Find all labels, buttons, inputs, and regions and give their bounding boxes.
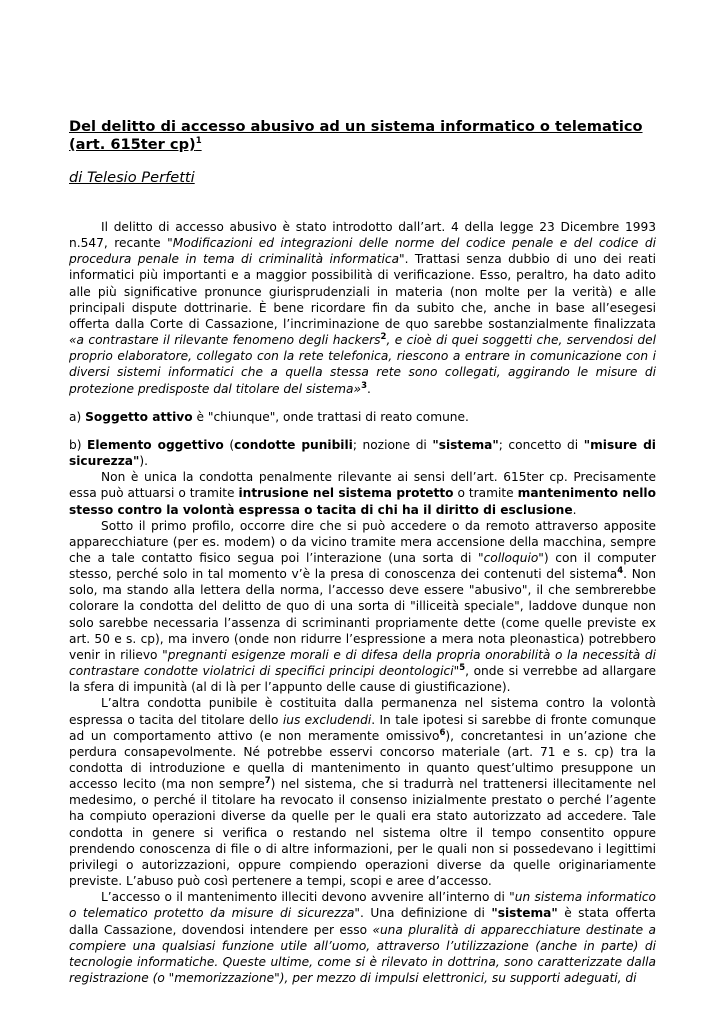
text-run: ; nozione di	[352, 437, 433, 452]
text-run: Sotto il primo profilo, occorre dire che si può accedere o da remoto attraverso apposite apparecchiature (per es. modem) o da vicino tramite mera accensione della macchina, sempre che a tale contatto fisico segua poi l’interazione (una sorta di	[69, 518, 656, 565]
italic-text: "pregnanti esigenze morali e di difesa della propria onorabilità o la necessità di contrastare condotte violatrici di specifici principi deontologici"	[69, 647, 656, 679]
text-run: (	[223, 437, 235, 452]
footnote-marker[interactable]: 4	[617, 566, 624, 577]
footnote-marker[interactable]: 5	[459, 663, 466, 673]
title-footnote-marker[interactable]: 1	[195, 136, 202, 147]
italic-text: "colloquio"	[478, 550, 544, 565]
document-title	[69, 118, 656, 154]
paragraph-condotta	[69, 469, 656, 517]
bold-text: condotte punibili	[234, 437, 353, 452]
footnote-marker[interactable]: 2	[380, 332, 387, 343]
bold-text: "sistema"	[491, 906, 558, 921]
text-run: L’accesso o il mantenimento illeciti devono avvenire all’interno di	[101, 890, 510, 905]
title-text: Del delitto di accesso abusivo ad un sistema informatico o telematico (art. 615ter cp)	[69, 118, 643, 153]
text-run: è stata offerta dalla Cassazione, dovendosi intendere per esso	[69, 906, 656, 937]
text-run: .	[366, 381, 371, 396]
text-run: ), concretantesi in un’azione che perdura consapevolmente. Né potrebbe esservi concorso materiale (art. 71 e s. cp) tra la condotta di introduzione e quella di mantenimento in quanto quest’ultimo presuppone un accesso lecito (ma non sempre	[69, 728, 656, 792]
text-run: ) con il computer stesso, perché solo in tal momento v’è la presa di conoscenza dei contenuti del sistema	[69, 550, 656, 582]
text-run: è "chiunque", onde trattasi di reato comune.	[192, 409, 469, 424]
author-line: di Telesio Perfetti	[69, 169, 195, 186]
text-run: b)	[69, 437, 88, 452]
italic-text: «una pluralità di apparecchiature destinate a compiere una qualsiasi funzione utile all’uomo, attraverso l’utilizzazione (anche in parte) di tecnologie informatiche. Queste ultime, come si è rilevato in dottrina, sono caratterizzate dalla registrazione (o "memorizzazione"), per mezzo di impulsi elettronici, su supporti adeguati, di	[69, 922, 656, 986]
text-run: . Una definizione di	[360, 906, 492, 921]
text-run: ; concetto di	[498, 437, 584, 452]
text-run: Il delitto di accesso abusivo è stato introdotto dall’art. 4 della legge 23 Dicembre 1993 n.547, recante	[69, 220, 656, 251]
bold-text: "sistema"	[432, 437, 499, 452]
footnote-marker[interactable]: 7	[264, 776, 271, 787]
footnote-marker[interactable]: 6	[439, 727, 446, 738]
paragraph-primo-profilo	[69, 518, 656, 696]
text-run: .	[572, 502, 577, 517]
text-run: . Non solo, ma stando alla lettera della norma, l’accesso deve essere "abusivo", il che sembrerebbe colorare la condotta del delitto de quo di una sorta di "illiceità speciale", laddove dunque non solo sarebbe necessaria l’assenza di scriminanti propriamente dette (come quelle previste ex art. 50 e s. cp), ma invero (onde non ridurre l’espressione a mera nota pleonastica) potrebbero venir in rilievo	[69, 567, 656, 662]
italic-text: "un sistema informatico o telematico protetto da misure di sicurezza"	[69, 890, 656, 921]
text-run: ) nel sistema, che si tradurrà nel trattenersi illecitamente nel medesimo, o perché il titolare ha revocato il consenso inizialmente prestato o perché l’agente ha compiuto operazioni diverse da quelle per le quali era stato autorizzato ad accedere. Tale condotta in genere si verifica o restando nel sistema oltre il tempo consentito oppure prendendo conoscenza di file o di altre informazioni, per le quali non si possedevano i legittimi privilegi o autorizzazioni, oppure compiendo operazioni diverse da quelle originariamente previste. L’abuso può così pertenere a tempi, scopi e aree d’accesso.	[69, 777, 656, 889]
text-run: , onde si verrebbe ad allargare la sfera di impunità (al di là per l’appunto delle cause di giustificazione).	[69, 664, 656, 695]
bold-text: intrusione nel sistema protetto	[238, 486, 454, 501]
text-run: . In tale ipotesi si sarebbe di fronte comunque ad un comportamento attivo (e non meramente omissivo	[69, 712, 656, 743]
bold-text: Soggetto attivo	[85, 409, 193, 424]
italic-text: «a contrastare il rilevante fenomeno degli hackers	[69, 333, 381, 348]
text-run: . Trattasi senza dubbio di uno dei reati informatici più importanti e a maggior possibilità di verificazione. Esso, peraltro, ha dato adito alle più significative pronunce giurisprudenziali in materia (non molte per la verità) e alle principali dispute dottrinarie. È bene ricordare fin da subito che, anche in base all’esegesi offerta dalla Corte di Cassazione, l’incriminazione de quo sarebbe sostanzialmente finalizzata	[69, 252, 656, 331]
bold-text: "misure di sicurezza"	[69, 437, 656, 469]
italic-text: , e cioè di quei soggetti che, servendosi del proprio elaboratore, collegato con la rete telefonica, riescono a entrare in comunicazione con i diversi sistemi informatici che a quella stessa rete sono collegati, aggirando le misure di protezione predisposte dal titolare del sistema»	[69, 333, 656, 396]
bold-text: Elemento oggettivo	[87, 437, 224, 452]
bold-text: mantenimento nello stesso contro la volontà espressa o tacita di chi ha il diritto di esclusione	[69, 486, 656, 517]
text-run: a)	[69, 409, 86, 424]
paragraph-intro	[69, 219, 656, 397]
italic-text: ius excludendi	[282, 712, 372, 727]
paragraph-point-a	[69, 409, 656, 425]
paragraph-point-b	[69, 437, 656, 469]
paragraph-altra-condotta	[69, 695, 656, 889]
footnote-marker[interactable]: 3	[361, 380, 367, 391]
paragraph-sistema	[69, 889, 656, 986]
text-run: ).	[139, 454, 149, 469]
document-page	[69, 118, 656, 986]
text-run: o tramite	[453, 486, 518, 501]
text-run: L’altra condotta punibile è costituita dalla permanenza nel sistema contro la volontà espressa o tacita del titolare dello	[69, 696, 656, 727]
text-run: Non è unica la condotta penalmente rilevante ai sensi dell’art. 615ter cp. Precisamente essa può attuarsi o tramite	[69, 470, 656, 501]
italic-text: "Modificazioni ed integrazioni delle norme del codice penale e del codice di procedura penale in tema di criminalità informatica"	[69, 236, 656, 267]
